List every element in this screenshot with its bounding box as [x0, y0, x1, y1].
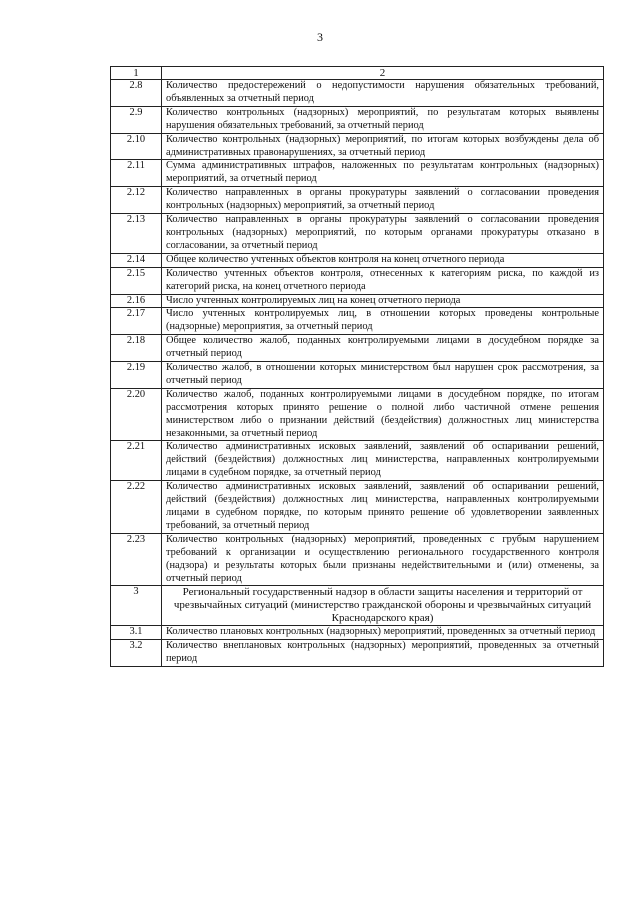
row-text: Общее количество жалоб, поданных контролируемыми лицами в досудебном порядке за отчетный период — [162, 335, 604, 362]
row-text: Число учтенных контролируемых лиц на конец отчетного периода — [162, 294, 604, 308]
row-number: 2.18 — [111, 335, 162, 362]
table-row — [111, 362, 604, 389]
row-text: Количество контрольных (надзорных) мероприятий, по результатам которых выявлены нарушения обязательных требований, за отчетный период — [162, 106, 604, 133]
row-number: 2.17 — [111, 308, 162, 335]
table-row — [111, 481, 604, 534]
row-number: 3.2 — [111, 640, 162, 667]
table-row — [111, 294, 604, 308]
row-text: Количество жалоб, в отношении которых министерством был нарушен срок рассмотрения, за отчетный период — [162, 362, 604, 389]
table-row — [111, 533, 604, 586]
row-number: 2.14 — [111, 253, 162, 267]
table-row — [111, 214, 604, 254]
row-number: 2.23 — [111, 533, 162, 586]
indicators-table — [110, 66, 604, 667]
row-text: Количество плановых контрольных (надзорных) мероприятий, проведенных за отчетный период — [162, 626, 604, 640]
column-header-text: 2 — [162, 67, 604, 80]
row-number: 2.22 — [111, 481, 162, 534]
row-number: 2.15 — [111, 267, 162, 294]
row-number: 3 — [111, 586, 162, 626]
row-number: 2.8 — [111, 80, 162, 107]
section-row — [111, 586, 604, 626]
table-row — [111, 441, 604, 481]
row-text: Общее количество учтенных объектов контроля на конец отчетного периода — [162, 253, 604, 267]
table-row — [111, 267, 604, 294]
table-header-row — [111, 67, 604, 80]
page-number: 3 — [317, 30, 323, 44]
row-number: 2.20 — [111, 388, 162, 441]
row-text: Количество административных исковых заявлений, заявлений об оспаривании решений, действий (бездействия) должностных лиц министерства, направленных контролируемыми лицами в судебном порядке, по которым принято решение об удовлетворении заявленных требований, за отчетный период — [162, 481, 604, 534]
row-text: Количество предостережений о недопустимости нарушения обязательных требований, объявленных за отчетный период — [162, 80, 604, 107]
table-row — [111, 308, 604, 335]
row-text: Количество жалоб, поданных контролируемыми лицами в досудебном порядке, по итогам рассмотрения которых принято решение о полной либо частичной отмене решения министерством либо о признании действий (бездействия) должностных лиц министерства незаконными, за отчетный период — [162, 388, 604, 441]
row-number: 3.1 — [111, 626, 162, 640]
row-text: Количество учтенных объектов контроля, отнесенных к категориям риска, по каждой из категорий риска, на конец отчетного периода — [162, 267, 604, 294]
row-text: Количество внеплановых контрольных (надзорных) мероприятий, проведенных за отчетный период — [162, 640, 604, 667]
row-text: Количество контрольных (надзорных) мероприятий, проведенных с грубым нарушением требований к организации и осуществлению регионального государственного контроля (надзора) и результаты которых были признаны недействительными и (или) отменены, за отчетный период — [162, 533, 604, 586]
table-body — [111, 67, 604, 667]
table-row — [111, 160, 604, 187]
table-row — [111, 253, 604, 267]
row-number: 2.21 — [111, 441, 162, 481]
table-row — [111, 106, 604, 133]
row-number: 2.13 — [111, 214, 162, 254]
row-text: Количество направленных в органы прокуратуры заявлений о согласовании проведения контрольных (надзорных) мероприятий, по которым органами прокуратуры отказано в согласовании, за отчетный период — [162, 214, 604, 254]
row-text: Количество контрольных (надзорных) мероприятий, по итогам которых возбуждены дела об административных правонарушениях, за отчетный период — [162, 133, 604, 160]
table-row — [111, 626, 604, 640]
table-row — [111, 80, 604, 107]
row-number: 2.19 — [111, 362, 162, 389]
table-row — [111, 335, 604, 362]
row-number: 2.16 — [111, 294, 162, 308]
row-number: 2.11 — [111, 160, 162, 187]
row-number: 2.12 — [111, 187, 162, 214]
row-text: Число учтенных контролируемых лиц, в отношении которых проведены контрольные (надзорные) мероприятия, за отчетный период — [162, 308, 604, 335]
row-text: Сумма административных штрафов, наложенных по результатам контрольных (надзорных) мероприятий, за отчетный период — [162, 160, 604, 187]
table-row — [111, 388, 604, 441]
table-row — [111, 133, 604, 160]
column-header-number: 1 — [111, 67, 162, 80]
row-number: 2.10 — [111, 133, 162, 160]
row-text: Количество административных исковых заявлений, заявлений об оспаривании решений, действий (бездействия) должностных лиц министерства, направленных контролируемыми лицами в судебном порядке, за отчетный период — [162, 441, 604, 481]
section-title: Региональный государственный надзор в области защиты населения и территорий от чрезвычайных ситуаций (министерство гражданской обороны и чрезвычайных ситуаций Краснодарского края) — [162, 586, 604, 626]
table-row — [111, 187, 604, 214]
table-row — [111, 640, 604, 667]
row-text: Количество направленных в органы прокуратуры заявлений о согласовании проведения контрольных (надзорных) мероприятий, за отчетный период — [162, 187, 604, 214]
row-number: 2.9 — [111, 106, 162, 133]
